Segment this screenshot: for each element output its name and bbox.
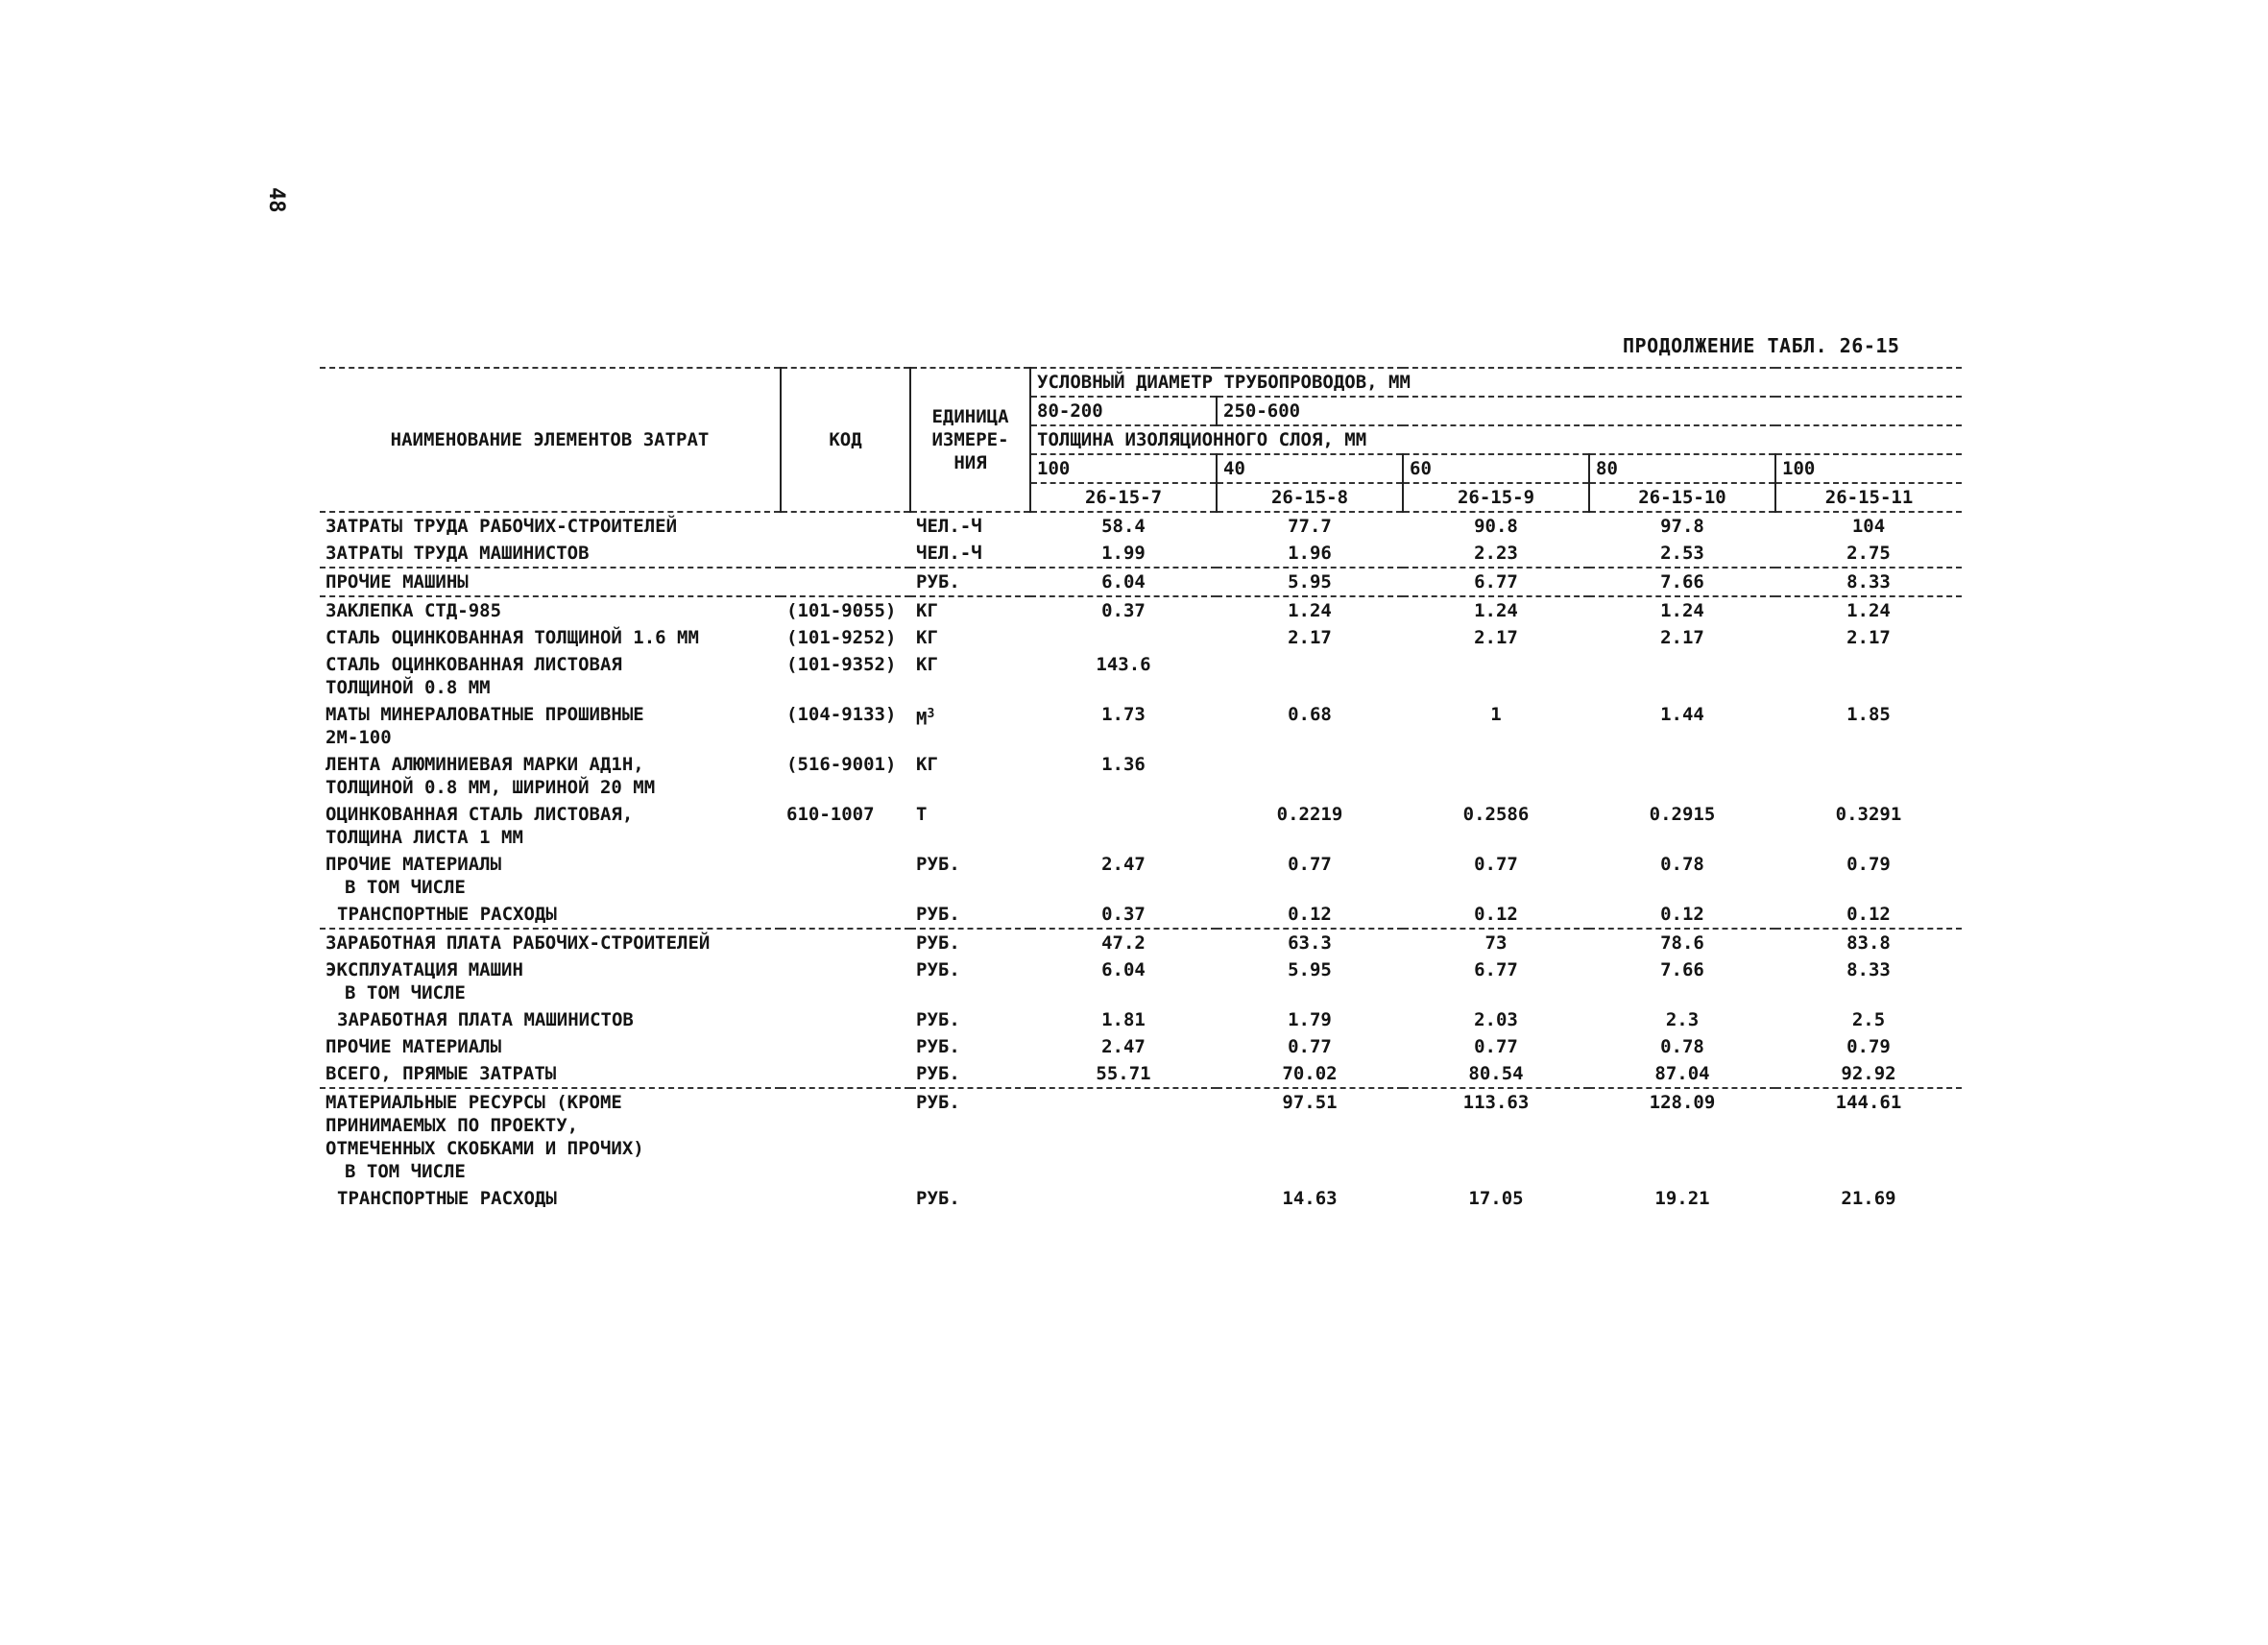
cost-value: [1403, 651, 1589, 701]
header-rate-code: 26-15-7: [1030, 483, 1217, 512]
cost-value: 0.2219: [1276, 804, 1343, 825]
cost-value: 0.2586: [1462, 804, 1530, 825]
cost-value: 17.05: [1468, 1188, 1524, 1209]
resource-code: [781, 568, 910, 596]
cost-value: 1.96: [1288, 543, 1332, 564]
header-name-col: НАИМЕНОВАНИЕ ЭЛЕМЕНТОВ ЗАТРАТ: [390, 429, 710, 450]
cost-value: 5.95: [1288, 959, 1332, 980]
cost-value: 113.63: [1462, 1092, 1530, 1113]
cost-value: 2.17: [1288, 627, 1332, 648]
table-row: [320, 540, 1962, 568]
unit-of-measure: КГ: [916, 754, 938, 775]
cost-value: 2.47: [1101, 1036, 1146, 1057]
table-row: [320, 929, 1962, 956]
cost-value: 14.63: [1282, 1188, 1338, 1209]
resource-code: [781, 1185, 910, 1212]
table-row: [320, 651, 1962, 701]
header-thickness: 100: [1030, 454, 1217, 483]
cost-element-name: ОЦИНКОВАННАЯ СТАЛЬ ЛИСТОВАЯ, ТОЛЩИНА ЛИСТА 1 ММ: [326, 804, 634, 848]
cost-value: 0.3291: [1835, 804, 1902, 825]
cost-value: 0.12: [1288, 904, 1332, 925]
table-continuation-label: ПРОДОЛЖЕНИЕ ТАБЛ. 26-15: [1623, 334, 1900, 357]
cost-value: 6.04: [1101, 571, 1146, 593]
header-rate-code: 26-15-11: [1775, 483, 1962, 512]
cost-element-name: ЭКСПЛУАТАЦИЯ МАШИН В ТОМ ЧИСЛЕ: [326, 959, 523, 1004]
cost-value: 97.51: [1282, 1092, 1338, 1113]
cost-value: 143.6: [1096, 654, 1151, 675]
cost-value: 2.17: [1846, 627, 1891, 648]
unit-of-measure: Т: [916, 804, 928, 825]
table-row: [320, 1033, 1962, 1060]
cost-value: 1.24: [1660, 600, 1704, 621]
header-rate-code: 26-15-8: [1217, 483, 1403, 512]
cost-value: 6.77: [1474, 571, 1518, 593]
cost-value: 0.77: [1474, 1036, 1518, 1057]
cost-value: 0.78: [1660, 854, 1704, 875]
cost-value: [1030, 624, 1217, 651]
cost-value: 1: [1490, 704, 1502, 725]
cost-element-name: СТАЛЬ ОЦИНКОВАННАЯ ТОЛЩИНОЙ 1.6 ММ: [326, 627, 699, 648]
cost-value: 92.92: [1841, 1063, 1896, 1084]
header-unit-col: ЕДИНИЦА ИЗМЕРЕ- НИЯ: [910, 368, 1030, 512]
resource-code: [781, 956, 910, 1006]
resource-code: [781, 540, 910, 568]
table-row: [320, 1060, 1962, 1088]
resource-code: (516-9001): [786, 754, 897, 775]
cost-value: 0.37: [1101, 600, 1146, 621]
cost-value: 80.54: [1468, 1063, 1524, 1084]
cost-value: 0.79: [1846, 854, 1891, 875]
unit-of-measure: РУБ.: [916, 1009, 960, 1030]
cost-value: 0.77: [1474, 854, 1518, 875]
cost-value: 1.73: [1101, 704, 1146, 725]
cost-element-name: ПРОЧИЕ МАШИНЫ: [326, 571, 469, 593]
unit-of-measure: ЧЕЛ.-Ч: [916, 516, 982, 537]
table-row: [320, 751, 1962, 801]
header-diameter-range: 80-200: [1030, 397, 1217, 425]
header-code-col: КОД: [781, 368, 910, 512]
cost-element-name: МАТЫ МИНЕРАЛОВАТНЫЕ ПРОШИВНЫЕ 2М-100: [326, 704, 644, 748]
cost-value: [1030, 1088, 1217, 1185]
cost-value: [1775, 651, 1962, 701]
cost-element-name: МАТЕРИАЛЬНЫЕ РЕСУРСЫ (КРОМЕ ПРИНИМАЕМЫХ ПО ПРОЕКТУ, ОТМЕЧЕННЫХ СКОБКАМИ И ПРОЧИХ) В ТОМ ЧИСЛЕ: [326, 1092, 644, 1182]
cost-value: 63.3: [1288, 932, 1332, 954]
cost-value: 58.4: [1101, 516, 1146, 537]
cost-value: 144.61: [1835, 1092, 1902, 1113]
unit-of-measure: ЧЕЛ.-Ч: [916, 543, 982, 564]
cost-element-name: ПРОЧИЕ МАТЕРИАЛЫ: [326, 1036, 502, 1057]
cost-value: 77.7: [1288, 516, 1332, 537]
cost-value: 0.78: [1660, 1036, 1704, 1057]
resource-code: (101-9252): [786, 627, 897, 648]
cost-value: 2.17: [1474, 627, 1518, 648]
cost-value: 0.37: [1101, 904, 1146, 925]
unit-of-measure: РУБ.: [916, 932, 960, 954]
unit-of-measure: РУБ.: [916, 1036, 960, 1057]
unit-of-measure: $М^3$: [916, 707, 935, 730]
table-row: [320, 851, 1962, 901]
cost-value: 90.8: [1474, 516, 1518, 537]
cost-value: 1.85: [1846, 704, 1891, 725]
header-thickness: 60: [1403, 454, 1589, 483]
cost-value: 2.47: [1101, 854, 1146, 875]
cost-element-name: ЗАТРАТЫ ТРУДА МАШИНИСТОВ: [326, 543, 590, 564]
unit-of-measure: КГ: [916, 627, 938, 648]
cost-value: 83.8: [1846, 932, 1891, 954]
cost-value: 2.23: [1474, 543, 1518, 564]
table-row: [320, 956, 1962, 1006]
cost-element-name: ЗАРАБОТНАЯ ПЛАТА РАБОЧИХ-СТРОИТЕЛЕЙ: [326, 932, 711, 954]
cost-value: 8.33: [1846, 571, 1891, 593]
cost-value: 2.3: [1665, 1009, 1700, 1030]
cost-value: 104: [1851, 516, 1886, 537]
cost-value: 7.66: [1660, 571, 1704, 593]
resource-code: [781, 929, 910, 956]
table-row: [320, 901, 1962, 929]
cost-value: 1.36: [1101, 754, 1146, 775]
unit-of-measure: КГ: [916, 654, 938, 675]
cost-value: 2.17: [1660, 627, 1704, 648]
cost-value: 47.2: [1101, 932, 1146, 954]
cost-value: 21.69: [1841, 1188, 1896, 1209]
cost-value: 73: [1484, 932, 1508, 954]
cost-value: 1.79: [1288, 1009, 1332, 1030]
table-row: [320, 568, 1962, 596]
header-thickness: 80: [1589, 454, 1775, 483]
header-thickness-title: ТОЛЩИНА ИЗОЛЯЦИОННОГО СЛОЯ, ММ: [1030, 425, 1962, 454]
unit-of-measure: РУБ.: [916, 854, 960, 875]
cost-value: 1.24: [1288, 600, 1332, 621]
cost-value: [1217, 651, 1403, 701]
cost-value: 0.2915: [1649, 804, 1716, 825]
cost-element-name: ВСЕГО, ПРЯМЫЕ ЗАТРАТЫ: [326, 1063, 557, 1084]
resource-code: [781, 1060, 910, 1088]
cost-value: 128.09: [1649, 1092, 1716, 1113]
cost-value: 2.53: [1660, 543, 1704, 564]
header-thickness: 40: [1217, 454, 1403, 483]
unit-of-measure: РУБ.: [916, 571, 960, 593]
resource-code: [781, 1033, 910, 1060]
cost-value: 87.04: [1654, 1063, 1710, 1084]
cost-table: [320, 367, 1962, 1220]
table-row: [320, 624, 1962, 651]
cost-value: [1403, 751, 1589, 801]
unit-of-measure: КГ: [916, 600, 938, 621]
cost-element-name: СТАЛЬ ОЦИНКОВАННАЯ ЛИСТОВАЯ ТОЛЩИНОЙ 0.8 ММ: [326, 654, 622, 698]
cost-value: 78.6: [1660, 932, 1704, 954]
cost-value: 0.12: [1660, 904, 1704, 925]
unit-of-measure: РУБ.: [916, 1188, 960, 1209]
cost-value: [1030, 1185, 1217, 1212]
cost-value: 0.68: [1288, 704, 1332, 725]
cost-value: 0.12: [1846, 904, 1891, 925]
unit-of-measure: РУБ.: [916, 959, 960, 980]
unit-of-measure: РУБ.: [916, 904, 960, 925]
resource-code: (101-9352): [786, 654, 897, 675]
unit-of-measure: РУБ.: [916, 1092, 960, 1113]
cost-value: 97.8: [1660, 516, 1704, 537]
table-row: [320, 701, 1962, 751]
table-body: [320, 513, 1962, 1220]
resource-code: [781, 1006, 910, 1033]
cost-value: 2.75: [1846, 543, 1891, 564]
cost-value: 1.81: [1101, 1009, 1146, 1030]
resource-code: [781, 851, 910, 901]
table-header: [320, 367, 1962, 513]
cost-value: 6.04: [1101, 959, 1146, 980]
resource-code: [781, 1088, 910, 1185]
cost-element-name: ЗАРАБОТНАЯ ПЛАТА МАШИНИСТОВ: [337, 1009, 634, 1030]
cost-element-name: ЗАКЛЕПКА СТД-985: [326, 600, 502, 621]
resource-code: (104-9133): [786, 704, 897, 725]
cost-value: 7.66: [1660, 959, 1704, 980]
table-row: [320, 513, 1962, 540]
cost-value: 0.77: [1288, 1036, 1332, 1057]
cost-value: 55.71: [1096, 1063, 1151, 1084]
cost-value: 1.44: [1660, 704, 1704, 725]
cost-value: 0.12: [1474, 904, 1518, 925]
header-rate-code: 26-15-9: [1403, 483, 1589, 512]
cost-value: 1.24: [1846, 600, 1891, 621]
cost-element-name: ТРАНСПОРТНЫЕ РАСХОДЫ: [337, 1188, 557, 1209]
table-row: [320, 801, 1962, 851]
resource-code: 610-1007: [786, 804, 875, 825]
table-row: [320, 596, 1962, 624]
table-row: [320, 1088, 1962, 1185]
header-diameter-range: 250-600: [1217, 397, 1962, 425]
cost-value: 0.79: [1846, 1036, 1891, 1057]
cost-value: [1775, 751, 1962, 801]
cost-element-name: ЛЕНТА АЛЮМИНИЕВАЯ МАРКИ АД1Н, ТОЛЩИНОЙ 0.8 ММ, ШИРИНОЙ 20 ММ: [326, 754, 656, 798]
header-rate-code: 26-15-10: [1589, 483, 1775, 512]
resource-code: (101-9055): [786, 600, 897, 621]
cost-value: 1.24: [1474, 600, 1518, 621]
cost-value: [1589, 651, 1775, 701]
cost-element-name: ЗАТРАТЫ ТРУДА РАБОЧИХ-СТРОИТЕЛЕЙ: [326, 516, 678, 537]
header-diameter-title: УСЛОВНЫЙ ДИАМЕТР ТРУБОПРОВОДОВ, ММ: [1030, 368, 1962, 397]
resource-code: [781, 901, 910, 929]
cost-element-name: ТРАНСПОРТНЫЕ РАСХОДЫ: [337, 904, 557, 925]
cost-value: 8.33: [1846, 959, 1891, 980]
cost-value: 70.02: [1282, 1063, 1338, 1084]
cost-value: 6.77: [1474, 959, 1518, 980]
cost-value: 0.77: [1288, 854, 1332, 875]
cost-value: 2.03: [1474, 1009, 1518, 1030]
cost-value: [1030, 801, 1217, 851]
cost-value: 19.21: [1654, 1188, 1710, 1209]
cost-element-name: ПРОЧИЕ МАТЕРИАЛЫ В ТОМ ЧИСЛЕ: [326, 854, 502, 898]
cost-value: 1.99: [1101, 543, 1146, 564]
cost-value: [1217, 751, 1403, 801]
table-row: [320, 1006, 1962, 1033]
cost-value: [1589, 751, 1775, 801]
unit-of-measure: РУБ.: [916, 1063, 960, 1084]
cost-value: 2.5: [1851, 1009, 1886, 1030]
cost-value: 5.95: [1288, 571, 1332, 593]
table-row: [320, 1185, 1962, 1212]
page-number: 48: [264, 187, 288, 213]
header-thickness: 100: [1775, 454, 1962, 483]
resource-code: [781, 513, 910, 540]
